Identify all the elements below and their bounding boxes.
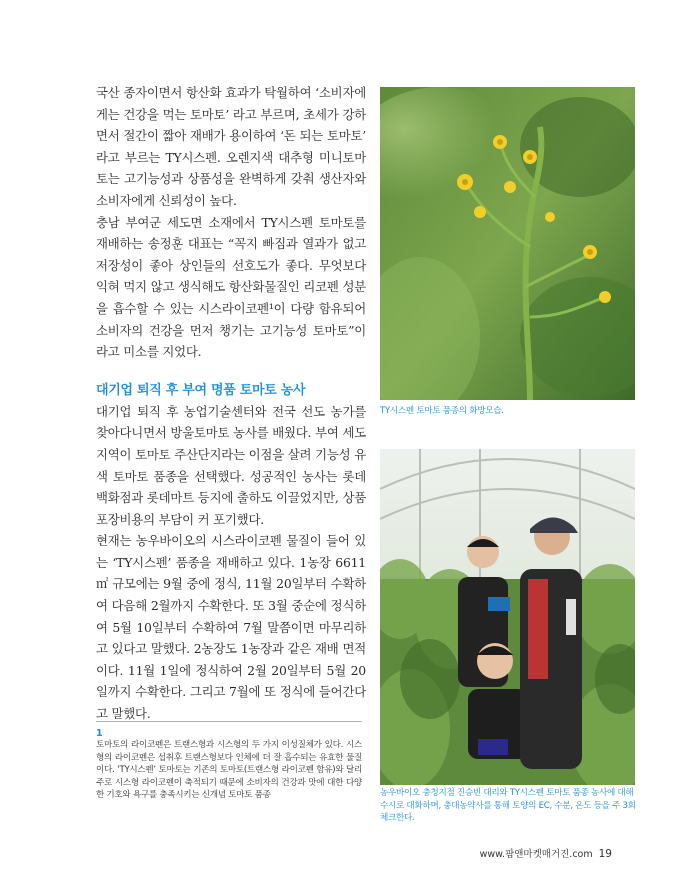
paragraph: 현재는 농우바이오의 시스라이코펜 물질이 들어 있는 ‘TY시스펜’ 품종을 재배하고 있다. 1농장 6611㎡ 규모에는 9월 중에 정식, 11월 20일부터 수확하여 다음해 2월까지 수확한다. 또 3월 중순에 정식하여 5월 10일부터 수확하여 7월 말쯤이면 마무리하고 있다고 말했다. 2농장도 1농장과 같은 재배 면적이다. 11월 1일에 정식하여 2월 20일부터 5월 20일까지 수확한다. 그리고 7월에 또 정식에 들어간다고 말했다. [96,533,366,722]
paragraph: 대기업 퇴직 후 농업기술센터와 전국 선도 농가를 찾아다니면서 방울토마토 농사를 배웠다. 부여 세도지역이 토마토 주산단지라는 이점을 살려 기능성 유색 토마토 품종을 선택했다. 성공적인 농사는 롯데백화점과 롯데마트 등지에 출하도 이끌었지만, 상품 포장비용의 부담이 커 포기했다. [96,403,366,527]
photo-caption: TY시스펜 토마토 품종의 화방모습. [380,406,504,416]
page-number: 19 [598,848,612,860]
magazine-url: www.팜앤마켓매거진.com [479,849,593,860]
article-body [96,82,366,725]
page-footer [480,846,612,860]
greenhouse-photo [380,449,635,785]
paragraph: 충남 부여군 세도면 소재에서 TY시스펜 토마토를 재배하는 송정훈 대표는 “꼭지 빠짐과 열과가 없고 저장성이 좋아 상인들의 선호도가 좋다. 무엇보다 익혀 먹지 않고 생식해도 항산화물질인 리코펜 성분을 흡수할 수 있는 시스라이코펜¹이 다량 함유되어 소비자의 건강을 먼저 챙기는 고기능성 토마토”이라고 미소를 지었다. [96,214,366,360]
photo-caption: 농우바이오 충청지점 진승빈 대리와 TY시스펜 토마토 품종 농사에 대해 수시로 대화하며, 충대농약사를 통해 토양의 EC, 수분, 온도 등을 주 3회 체크한다. [380,788,636,824]
paragraph: 국산 종자이면서 항산화 효과가 탁월하여 ‘소비자에게는 건강을 먹는 토마토’ 라고 부르며, 초세가 강하면서 절간이 짧아 재배가 용이하여 ‘돈 되는 토마토’ 라고 부르는 TY시스펜. 오렌지색 대추형 미니토마토는 고기능성과 상품성을 완벽하게 갖춰 생산자와 소비자에게 신뢰성이 높다. [96,85,366,208]
footnote-number: 1 [96,728,103,739]
footnote-text: 토마토의 라이코펜은 트랜스형과 시스형의 두 가지 이성질체가 있다. 시스형의 라이코펜은 섭취후 트랜스형보다 인체에 더 잘 흡수되는 유효한 물질이다. ‘TY시스펜’ 토마토는 기존의 토마토(트랜스형 라이코펜 함유)와 달리 주로 시스형 라이코펜이 축적되기 때문에 소비자의 건강과 맛에 대한 다양한 기호와 욕구를 충족시키는 신개념 토마토 품종 [96,740,362,801]
footnote [96,721,362,802]
section-paragraphs [96,401,366,725]
footnote-divider [96,721,362,722]
intro-paragraphs [96,82,366,363]
section-heading: 대기업 퇴직 후 부여 명품 토마토 농사 [96,382,306,398]
tomato-flower-photo [380,87,635,400]
